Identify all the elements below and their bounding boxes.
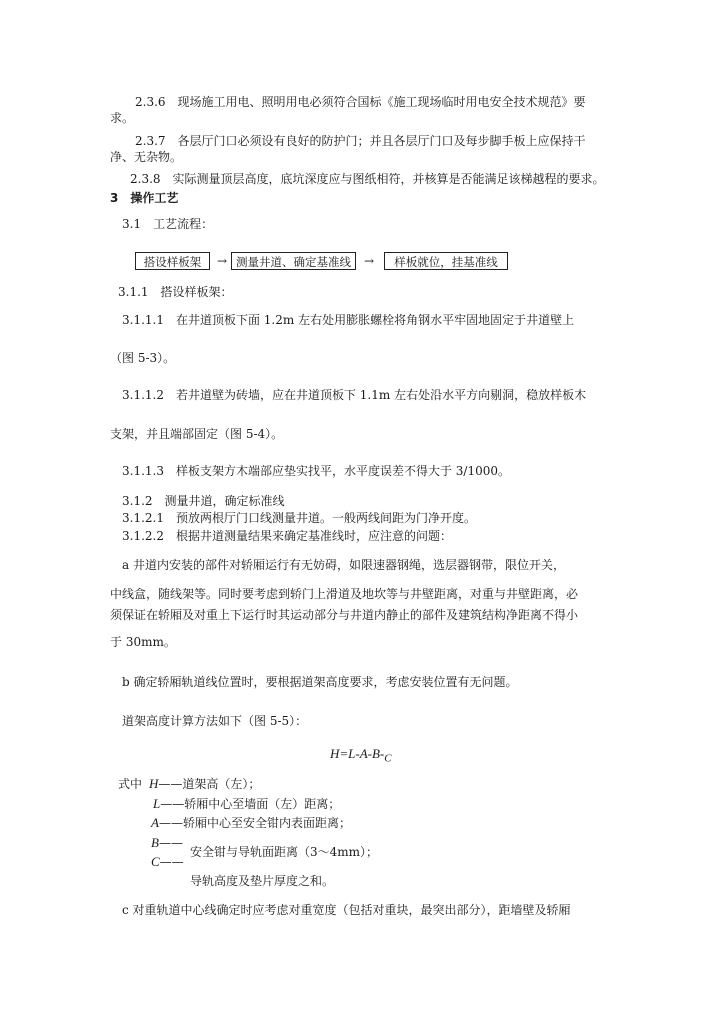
paragraph-3-1-2-1: 3.1.2.1 预放两根厅门口线测量井道。一般两线间距为门净开度。 [122,511,476,525]
legend-var-l: L [153,796,161,811]
flow-step-3: 样板就位，挂基准线 [384,252,508,270]
formula [330,746,392,767]
legend-desc-a: 轿厢中心至安全钳内表面距离； [182,816,351,830]
legend-var-h: H [149,776,159,791]
legend-row-a [151,815,351,831]
paragraph-2-3-6-line1: 2.3.6 现场施工用电、照明用电必须符合国标《施工现场临时用电安全技术规范》要 [135,95,586,109]
paragraph-a-line3: 须保证在轿厢及对重上下运行时其运动部分与井道内静止的部件及建筑结构净距离不得小 [110,608,579,622]
paragraph-b: b 确定轿厢轨道线位置时，要根据道架高度要求，考虑安装位置有无问题。 [122,675,518,689]
legend-dash-h: —— [158,777,183,791]
flow-arrow-1: → [217,254,228,268]
paragraph-a-line2: 中线盒，随线架等。同时要考虑到轿门上滑道及地坎等与井壁距离，对重与井壁距离，必 [110,587,579,601]
paragraph-2-3-8: 2.3.8 实际测量顶层高度，底坑深度应与图纸相符，并核算是否能满足该梯越程的要求。 [130,172,605,186]
paragraph-calc-intro: 道架高度计算方法如下（图 5-5）： [122,714,308,728]
paragraph-3-1-1-2-line2: 支架，并且端部固定（图 5-4）。 [110,427,284,441]
legend-dash-a: —— [158,816,183,830]
legend-row-h [149,776,260,792]
paragraph-3-1-1-1-line1: 3.1.1.1 在井道顶板下面 1.2m 左右处用膨胀螺栓将角钢水平牢固地固定于井道壁上 [122,313,575,327]
paragraph-2-3-6-line2: 求。 [110,111,135,125]
legend-desc-c: 导轨高度及垫片厚度之和。 [190,874,335,888]
paragraph-a-line1: a 井道内安装的部件对轿厢运行有无妨碍，如限速器钢绳，选层器钢带，限位开关， [122,558,565,572]
flow-step-2: 测量井道、确定基准线 [231,252,356,270]
legend-var-c: C [151,854,160,869]
section-heading-3: 3 操作工艺 [110,191,179,205]
legend-dash-b: —— [158,836,183,850]
legend-desc-h: 道架高（左）； [182,777,261,791]
paragraph-3-1-1-3: 3.1.1.3 样板支架方木端部应垫实找平，水平度误差不得大于 3/1000。 [122,464,511,478]
legend-var-b: B [151,835,159,850]
flow-arrow-2: → [364,254,375,268]
paragraph-3-1-1-2-line1: 3.1.1.2 若井道壁为砖墙，应在井道顶板下 1.1m 左右处沿水平方向剔洞，稳放样板木 [122,388,587,402]
legend-dash-l: —— [160,797,185,811]
legend-desc-l: 轿厢中心至墙面（左）距离； [184,797,341,811]
paragraph-2-3-7-line2: 净、无杂物。 [110,150,183,164]
legend-row-c [151,854,184,870]
paragraph-3-1: 3.1 工艺流程： [122,217,214,231]
paragraph-c: c 对重轨道中心线确定时应考虑对重宽度（包括对重块，最突出部分），距墙壁及轿厢 [122,903,571,917]
flow-step-1: 搭设样板架 [135,252,210,270]
legend-row-b [151,835,183,851]
legend-var-a: A [151,815,159,830]
legend-prefix: 式中 [118,777,143,791]
paragraph-3-1-2-2: 3.1.2.2 根据井道测量结果来确定基准线时，应注意的问题： [122,529,452,543]
formula-tail: C [384,752,392,765]
legend-row-l [153,796,340,812]
paragraph-3-1-2: 3.1.2 测量井道，确定标准线 [122,494,285,508]
paragraph-3-1-1: 3.1.1 搭设样板架： [118,285,233,299]
legend-desc-b: 安全钳与导轨面距离（3～4mm）； [190,845,379,859]
paragraph-3-1-1-1-line2: （图 5-3）。 [110,351,176,365]
paragraph-2-3-7-line1: 2.3.7 各层厅门口必须设有良好的防护门；并且各层厅门口及每步脚手板上应保持干 [135,134,586,148]
formula-main: H=L-A-B- [330,746,385,761]
legend-dash-c: —— [159,855,184,869]
paragraph-a-line4: 于 30mm。 [110,635,176,649]
